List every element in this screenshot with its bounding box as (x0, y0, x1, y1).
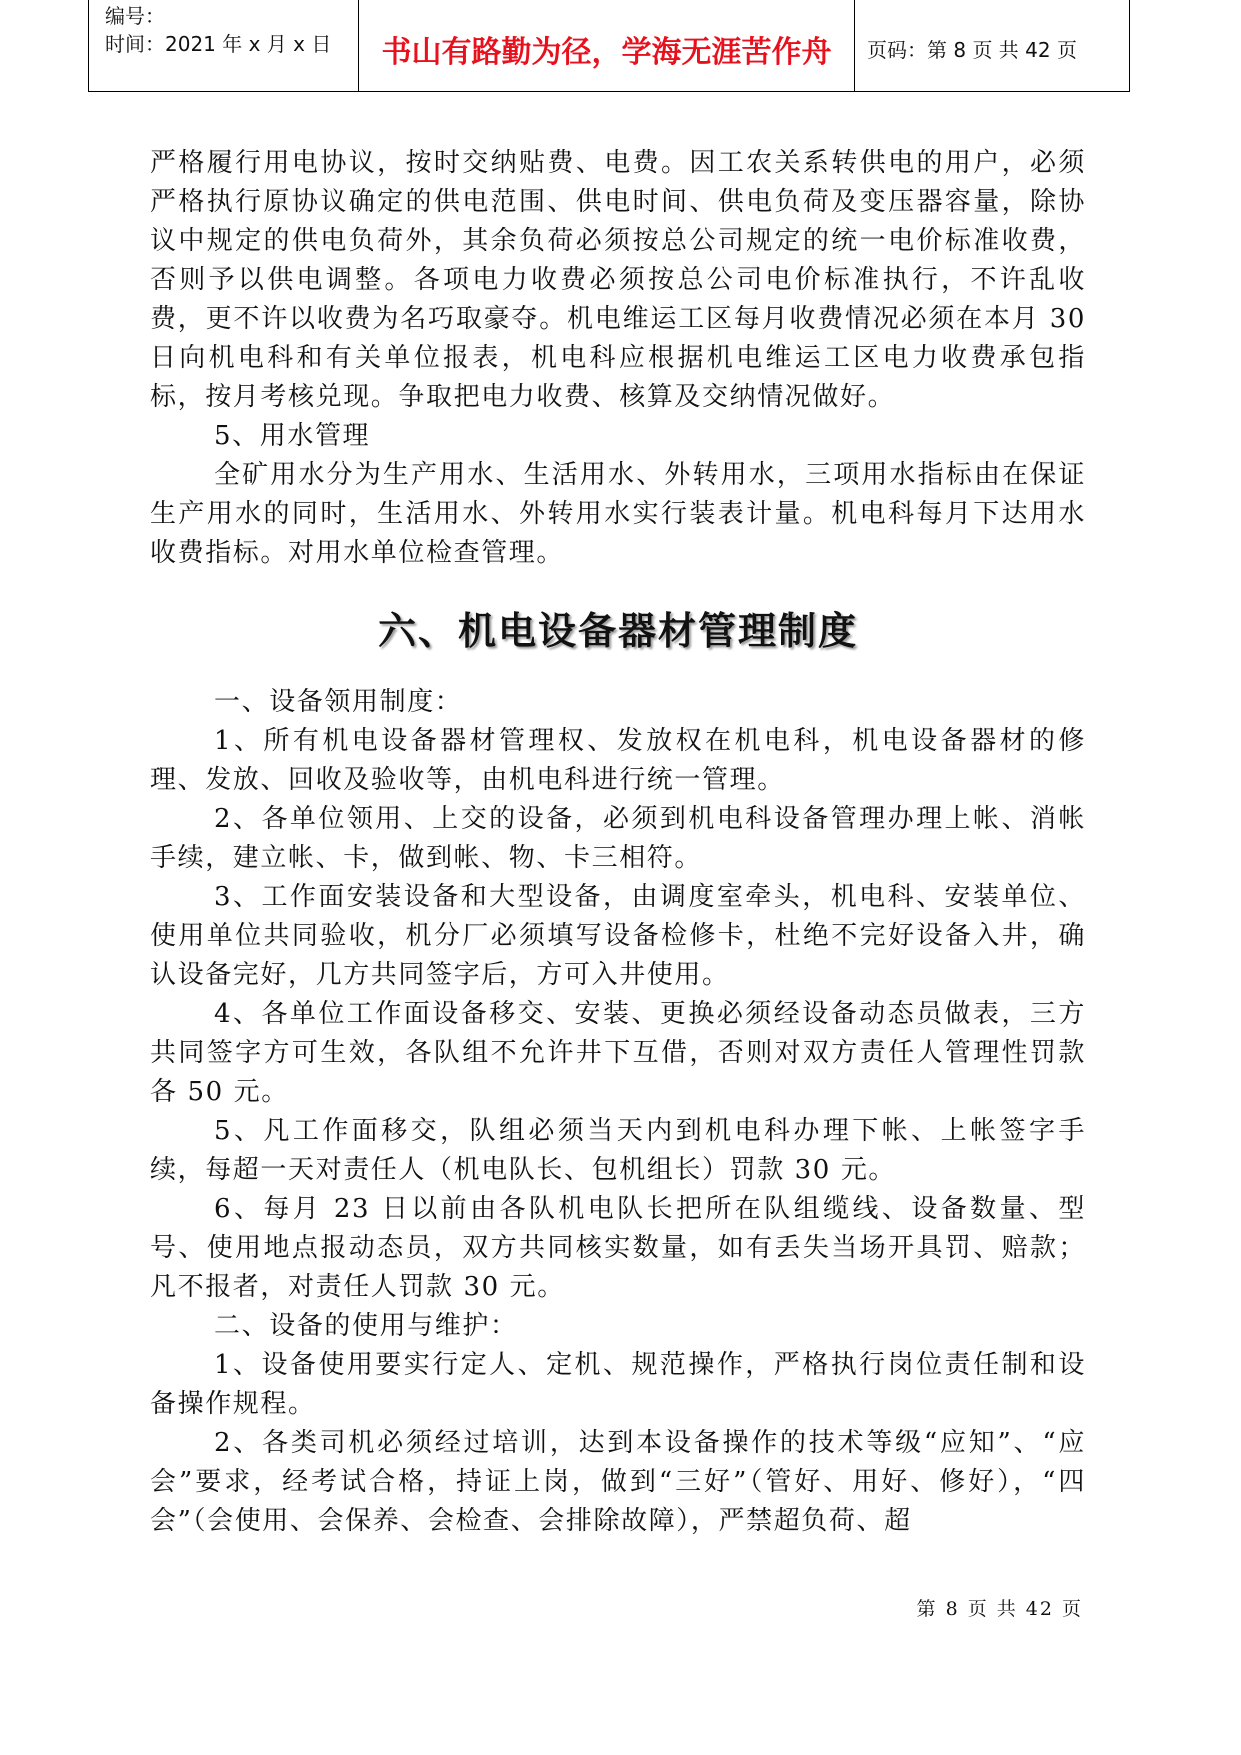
header-motto: 书山有路勤为径，学海无涯苦作舟 (359, 0, 855, 91)
document-body (150, 144, 1086, 1541)
section-water-management-title: 5、用水管理 (214, 421, 371, 451)
document-time-label: 时间：2021 年 x 月 x 日 (105, 32, 332, 56)
subsection-equipment-requisition: 一、设备领用制度： (214, 687, 463, 717)
paragraph-rule-3: 3、工作面安装设备和大型设备，由调度室牵头，机电科、安装单位、使用单位共同验收，机分厂必须填写设备检修卡，杜绝不完好设备入井，确认设备完好，几方共同签字后，方可入井使用。 (150, 882, 1086, 990)
page-footer: 第 8 页 共 42 页 (916, 1598, 1083, 1620)
paragraph-use-rule-2: 2、各类司机必须经过培训，达到本设备操作的技术等级“应知”、“应会”要求，经考试合格，持证上岗，做到“三好”（管好、用好、修好），“四会”（会使用、会保养、会检查、会排除故障），严禁超负荷、超 (150, 1428, 1086, 1536)
subsection-equipment-use: 二、设备的使用与维护： (214, 1311, 518, 1341)
paragraph-rule-1: 1、所有机电设备器材管理权、发放权在机电科，机电设备器材的修理、发放、回收及验收等，由机电科进行统一管理。 (150, 726, 1086, 795)
section-heading: 六、机电设备器材管理制度 (377, 609, 858, 653)
paragraph-rule-5: 5、凡工作面移交，队组必须当天内到机电科办理下帐、上帐签字手续，每超一天对责任人（机电队长、包机组长）罚款 30 元。 (150, 1116, 1086, 1185)
paragraph-rule-6: 6、每月 23 日以前由各队机电队长把所在队组缆线、设备数量、型号、使用地点报动态员，双方共同核实数量，如有丢失当场开具罚、赔款；凡不报者，对责任人罚款 30 元。 (150, 1194, 1086, 1302)
paragraph-electricity-fees: 严格履行用电协议，按时交纳贴费、电费。因工农关系转供电的用户，必须严格执行原协议确定的供电范围、供电时间、供电负荷及变压器容量，除协议中规定的供电负荷外，其余负荷必须按总公司规定的统一电价标准收费，否则予以供电调整。各项电力收费必须按总公司电价标准执行，不许乱收费，更不许以收费为名巧取豪夺。机电维运工区每月收费情况必须在本月 30 日向机电科和有关单位报表，机电科应根据机电维运工区电力收费承包指标，按月考核兑现。争取把电力收费、核算及交纳情况做好。 (150, 148, 1086, 412)
paragraph-rule-4: 4、各单位工作面设备移交、安装、更换必须经设备动态员做表，三方共同签字方可生效，各队组不允许井下互借，否则对双方责任人管理性罚款各 50 元。 (150, 999, 1086, 1107)
header-page-info: 页码：第 8 页 共 42 页 (867, 38, 1077, 62)
paragraph-use-rule-1: 1、设备使用要实行定人、定机、规范操作，严格执行岗位责任制和设备操作规程。 (150, 1350, 1086, 1419)
paragraph-rule-2: 2、各单位领用、上交的设备，必须到机电科设备管理办理上帐、消帐手续，建立帐、卡，做到帐、物、卡三相符。 (150, 804, 1086, 873)
paragraph-water-usage: 全矿用水分为生产用水、生活用水、外转用水，三项用水指标由在保证生产用水的同时，生活用水、外转用水实行装表计量。机电科每月下达用水收费指标。对用水单位检查管理。 (150, 460, 1086, 568)
document-header (88, 0, 1130, 92)
header-meta (89, 0, 359, 91)
document-number-label: 编号： (105, 4, 165, 28)
